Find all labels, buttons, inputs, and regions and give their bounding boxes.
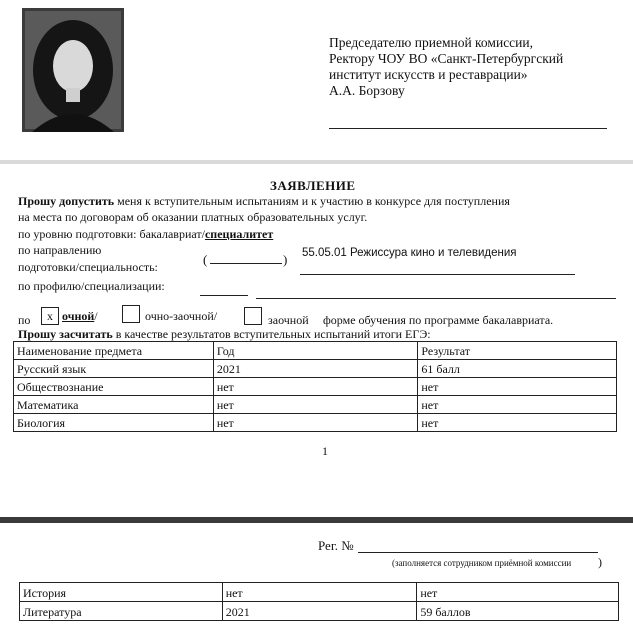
checkbox-extramural[interactable] [244, 307, 262, 325]
table-cell: Математика [14, 396, 214, 414]
form-part-time-label: очно-заочной/ [145, 309, 218, 323]
form-tail: форме обучения по программе бакалавриата. [323, 313, 554, 327]
page-break [0, 517, 633, 523]
table-cell: нет [222, 583, 417, 602]
reg-label: Рег. № [318, 538, 354, 553]
request-text: меня к вступительным испытаниям и к участию в конкурсе для поступления [114, 194, 510, 208]
addressee-line: А.А. Борзову [329, 83, 405, 98]
signature-line [329, 128, 607, 129]
table-row [14, 378, 617, 396]
document-title: ЗАЯВЛЕНИЕ [270, 178, 356, 193]
reg-note-paren: ) [598, 555, 602, 569]
request-bold: Прошу допустить [18, 194, 115, 208]
level-selected: специалитет [204, 227, 274, 241]
page-number: 1 [322, 444, 328, 458]
profile-label: по профилю/специализации: [18, 279, 165, 293]
form-po: по [18, 313, 31, 327]
table-row [14, 414, 617, 432]
table-cell: Обществознание [14, 378, 214, 396]
level-line [18, 227, 273, 242]
results-heading [18, 327, 431, 342]
table-cell: 59 баллов [417, 602, 619, 621]
table-cell: 61 балл [418, 360, 617, 378]
table-cell: Русский язык [14, 360, 214, 378]
table-row [14, 396, 617, 414]
reg-number-line [358, 552, 598, 553]
table-cell: нет [418, 378, 617, 396]
table-cell: История [20, 583, 223, 602]
table-cell: нет [213, 378, 418, 396]
results-heading-bold: Прошу засчитать [18, 327, 113, 341]
checkbox-full-time[interactable]: x [41, 307, 59, 325]
table-cell: Литература [20, 602, 223, 621]
table-cell: 2021 [213, 360, 418, 378]
addressee-line: институт искусств и реставрации» [329, 67, 528, 82]
request-line [18, 194, 510, 209]
page-separator [0, 160, 633, 164]
direction-underline [300, 274, 575, 275]
code-paren-left: ( [203, 252, 208, 267]
table-cell: нет [213, 396, 418, 414]
table-header-row [14, 342, 617, 360]
form-full-time-group [62, 309, 98, 324]
table-header-cell: Год [213, 342, 418, 360]
direction-value: 55.05.01 Режиссура кино и телевидения [302, 247, 517, 259]
profile-line-2 [256, 298, 616, 299]
applicant-photo [22, 8, 124, 132]
addressee-line: Председателю приемной комиссии, [329, 35, 534, 50]
level-label: по уровню подготовки: бакалавриат/ [18, 227, 205, 241]
direction-label: по направлению [18, 243, 102, 257]
direction-label-2: подготовки/специальность: [18, 260, 158, 274]
table-header-cell: Результат [418, 342, 617, 360]
table-cell: Биология [14, 414, 214, 432]
profile-line-1 [200, 295, 248, 296]
exam-results-table-continued [19, 582, 619, 621]
exam-results-table [13, 341, 617, 432]
reg-note: (заполняется сотрудником приёмной комиссии [392, 558, 572, 568]
table-cell: нет [213, 414, 418, 432]
form-extramural-label: заочной [268, 313, 309, 327]
form-slash: / [94, 309, 98, 323]
table-row [20, 583, 619, 602]
addressee-block [329, 35, 599, 99]
code-line [210, 263, 282, 264]
table-cell: 2021 [222, 602, 417, 621]
addressee-line: Ректору ЧОУ ВО «Санкт-Петербургский [329, 51, 564, 66]
results-heading-text: в качестве результатов вступительных испытаний итоги ЕГЭ: [112, 327, 431, 341]
table-cell: нет [418, 396, 617, 414]
code-paren-right: ) [283, 252, 288, 267]
form-full-time-label: очной [62, 309, 95, 323]
table-cell: нет [418, 414, 617, 432]
table-cell: нет [417, 583, 619, 602]
table-header-cell: Наименование предмета [14, 342, 214, 360]
checkbox-part-time[interactable] [122, 305, 140, 323]
table-row [20, 602, 619, 621]
request-line-2: на места по договорам об оказании платных образовательных услуг. [18, 210, 368, 224]
table-row [14, 360, 617, 378]
